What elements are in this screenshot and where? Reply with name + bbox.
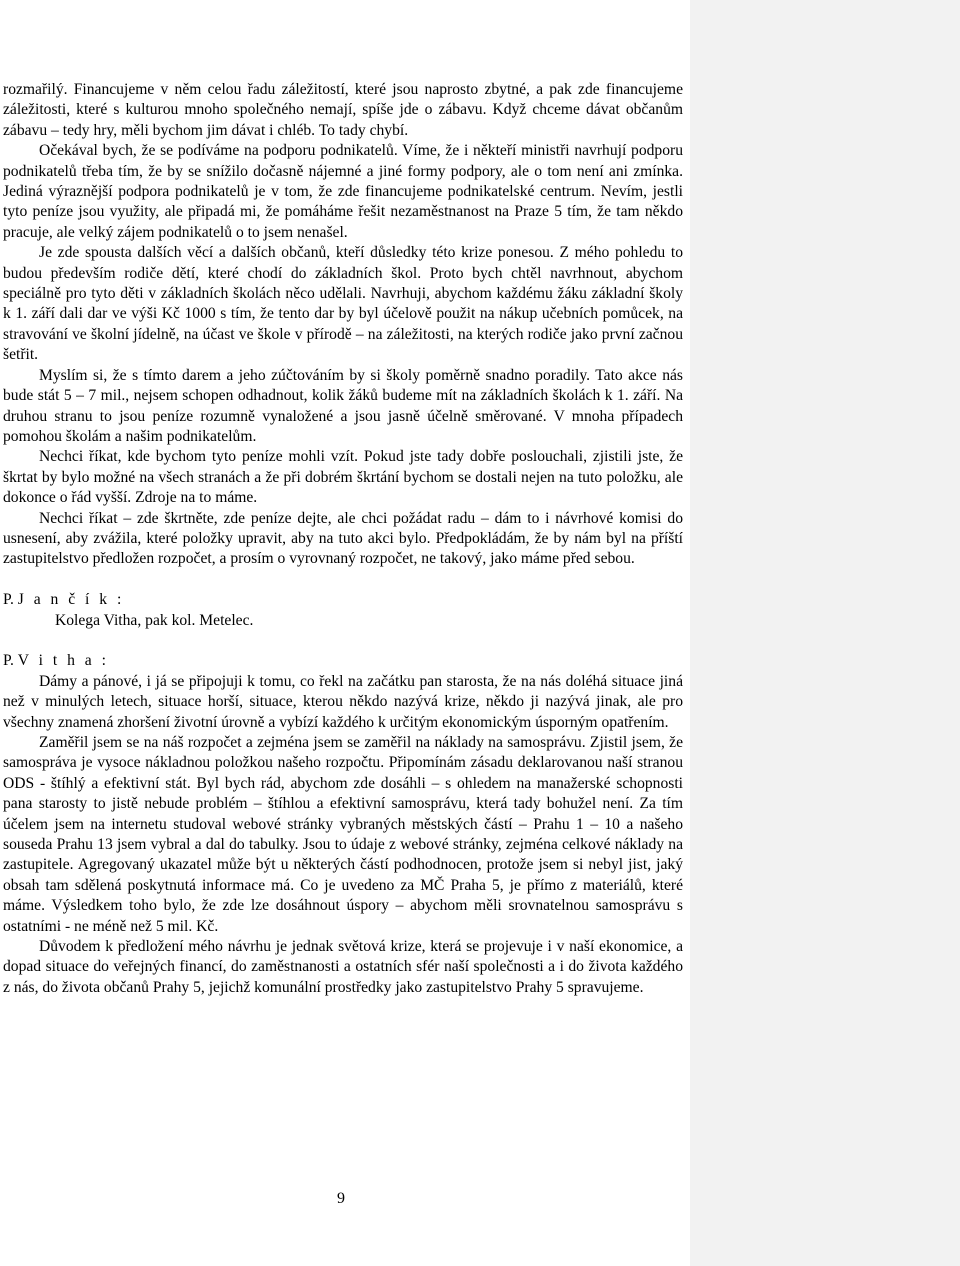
- comment-margin-panel: [690, 0, 960, 1266]
- paragraph: Důvodem k předložení mého návrhu je jednak světová krize, která se projevuje i v naší ekonomice, a dopad situace do veřejných financí, do zaměstnanosti a ostatních sfér naší společnosti a i do života každého z nás, do života občanů Prahy 5, jejichž komunální prostředky jako zastupitelstvo Prahy 5 spravujeme.: [3, 938, 683, 996]
- paragraph: Je zde spousta dalších věcí a dalších občanů, kteří důsledky této krize ponesou. Z mého pohledu to budou především rodiče dětí, které chodí do základních škol. Proto bych chtěl navrhnout, abychom speciálně pro tyto děti v základních školách něco udělali. Navrhuji, abychom každému žáku základní školy k 1. září dali dar ve výši Kč 1000 s tím, že tento dar by byl účelově použit na nákup učebních pomůcek, na stravování ve školní jídelně, na účast ve škole v přírodě – na záležitosti, na kterých rodiče jako první začnou šetřit.: [3, 244, 683, 364]
- speaker-prefix: P.: [3, 652, 14, 670]
- paragraph: rozmařilý. Financujeme v něm celou řadu záležitostí, které jsou naprosto zbytné, a pak zde financujeme záležitosti, které s kulturou mnoho společného nemají, spíše jde o zábavu. Když chceme dávat občanům zábavu – tedy hry, měli bychom jim dávat i chléb. To tady chybí.: [3, 81, 683, 139]
- paragraph: Nechci říkat – zde škrtněte, zde peníze dejte, ale chci požádat radu – dám to i návrhové komisi do usnesení, aby zvážila, které položky upravit, aby na tuto akci bylo. Předpokládám, že by nám byl na příští zastupitelstvo předložen rozpočet, a prosím o vyrovnaný rozpočet, ne takový, jako máme před sebou.: [3, 509, 683, 568]
- speaker-heading-jancik: [3, 590, 683, 610]
- speaker-prefix: P.: [3, 591, 14, 609]
- speaker-name: V i t h a :: [17, 652, 109, 670]
- speaker-reply: Kolega Vitha, pak kol. Metelec.: [55, 611, 254, 629]
- paragraph: Dámy a pánové, i já se připojuji k tomu, co řekl na začátku pan starosta, že na nás doléhá situace jiná než v minulých letech, situace horší, situace, kterou někdo nazývá krize, někdo ji nazývá jinak, ale pro všechny znamená zhoršení životní úrovně a vybízí každého k určitým ekonomickým úsporným opatřením.: [3, 672, 683, 731]
- paragraph: Očekával bych, že se podíváme na podporu podnikatelů. Víme, že i někteří ministři navrhují podporu podnikatelů třeba tím, že by se snížilo dočasně nájemné a jiné formy podpory, ale o tom není ani zmínka. Jediná výraznější podpora podnikatelů je v tom, že zde financujeme podnikatelské centrum. Nevím, jestli tyto peníze jsou využity, ale připadá mi, že pomáháme řešit nezaměstnanost na Praze 5 tím, že tam někdo pracuje, ale velký zájem podnikatelů o to jsem nenašel.: [3, 142, 683, 241]
- paragraph: Nechci říkat, kde bychom tyto peníze mohli vzít. Pokud jste tady dobře poslouchali, zjistili jste, že škrtat by bylo možné na všech stranách a že při dobrém škrtání bychom se dostali nejen na tuto položku, ale dokonce o řád vyšší. Zdroje na to máme.: [3, 448, 683, 507]
- page-number: 9: [337, 1190, 345, 1207]
- paragraph: Zaměřil jsem se na náš rozpočet a zejména jsem se zaměřil na náklady na samosprávu. Zjistil jsem, že samospráva je vysoce nákladnou položkou našeho rozpočtu. Připomínám zásadu deklarovanou naší stranou ODS - štíhlý a efektivní stát. Byl bych rád, abychom zde dosáhli – s ohledem na manažerské schopnosti pana starosty to jistě nebude problém – štíhlou a efektivní samosprávu, která tady bohužel není. Za tím účelem jsem na internetu studoval webové stránky vybraných městských částí – Prahu 1 – 10 a našeho souseda Prahu 13 jsem vybral a dal do tabulky. Jsou to údaje z webové stránky, zejména celkové náklady na zastupitele. Agregovaný ukazatel může být u některých částí podhodnocen, protože jsem si nebyl jist, jaký obsah tam sdělená poskytnutá informace má. Co je uvedeno za MČ Praha 5, je přímo z materiálů, které máme. Výsledkem toho bylo, že zde lze dosáhnout úspory – abychom měli srovnatelnou samosprávu s ostatními - ne méně než 5 mil. Kč.: [3, 733, 683, 935]
- speaker-heading-vitha: [3, 651, 683, 671]
- document-body: [3, 80, 683, 998]
- paragraph: Myslím si, že s tímto darem a jeho zúčtováním by si školy poměrně snadno poradily. Tato akce nás bude stát 5 – 7 mil., nejsem schopen odhadnout, kolik žáků budeme mít na základních školách k 1. září. Na druhou stranu to jsou peníze rozumně vynaložené a jsou jasně účelně směrované. V mnoha případech pomohou školám a našim podnikatelům.: [3, 366, 683, 445]
- speaker-name: J a n č í k :: [17, 591, 125, 609]
